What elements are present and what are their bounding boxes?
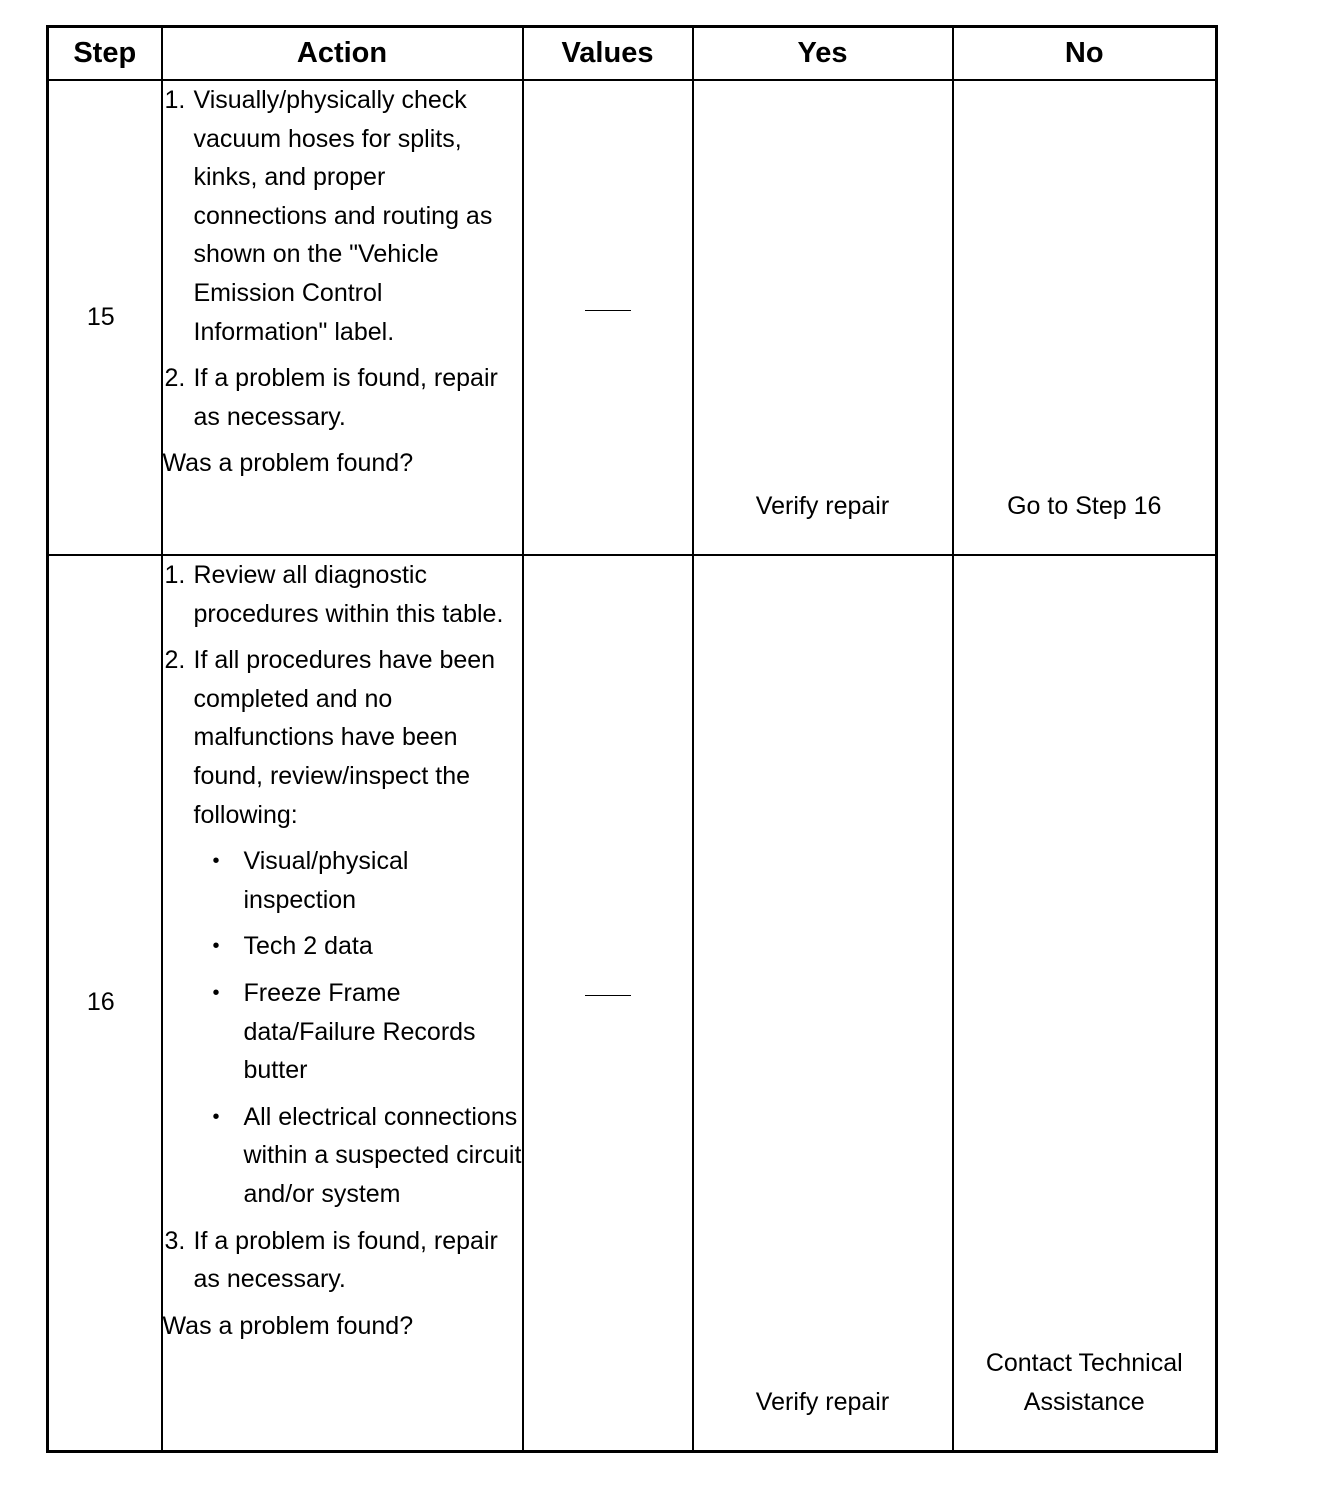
no-result: Go to Step 16 — [1007, 492, 1162, 521]
table-row — [48, 80, 1217, 555]
item-text: If a problem is found, repair as necessary. — [193, 364, 498, 431]
bullet-text: Freeze Frame data/Failure Records butter — [243, 978, 476, 1085]
no-result: Contact Technical Assistance — [985, 1349, 1183, 1416]
bullet-text: All electrical connections within a suspected circuit and/or system — [243, 1102, 522, 1208]
yes-cell — [693, 555, 953, 1451]
item-number: 2. — [164, 646, 186, 675]
header-row — [48, 27, 1217, 81]
item-number: 3. — [164, 1226, 186, 1255]
item-text: Visually/physically check vacuum hoses for splits, kinks, and proper connections and routing as shown on the "Vehicle Emission Control Information" label. — [193, 86, 493, 346]
item-number: 1. — [164, 86, 186, 114]
action-cell — [162, 555, 523, 1451]
item-text: If all procedures have been completed and no malfunctions have been found, review/inspect the following: — [193, 646, 496, 829]
bullet-dot: • — [212, 981, 220, 1004]
no-value-dash — [585, 310, 631, 311]
header-no: No — [953, 27, 1217, 81]
action-cell — [162, 80, 523, 555]
table-row — [48, 555, 1217, 1451]
bullet-item — [163, 1098, 522, 1214]
action-item — [163, 556, 522, 633]
header-action: Action — [162, 27, 523, 81]
values-cell — [523, 80, 693, 555]
item-text: Review all diagnostic procedures within this table. — [193, 561, 504, 628]
no-value-dash — [585, 995, 631, 996]
header-step: Step — [48, 27, 162, 81]
bullet-dot: • — [212, 1105, 220, 1128]
no-cell — [953, 555, 1217, 1451]
question-text: Was a problem found? — [162, 449, 414, 478]
step-number: 16 — [48, 555, 162, 1451]
action-item — [163, 81, 522, 351]
bullet-item — [163, 927, 522, 966]
action-item — [163, 359, 522, 436]
bullet-dot: • — [212, 850, 220, 873]
bullet-dot: • — [212, 935, 220, 958]
item-number: 1. — [164, 561, 186, 589]
item-number: 2. — [164, 364, 186, 393]
yes-result: Verify repair — [755, 1387, 890, 1416]
header-yes: Yes — [693, 27, 953, 81]
bullet-text: Visual/physical inspection — [243, 847, 409, 914]
no-cell — [953, 80, 1217, 555]
values-cell — [523, 555, 693, 1451]
yes-cell — [693, 80, 953, 555]
action-item — [163, 1222, 522, 1299]
action-item — [163, 641, 522, 834]
question-text: Was a problem found? — [162, 1311, 414, 1340]
item-text: If a problem is found, repair as necessary. — [193, 1226, 498, 1294]
bullet-item — [163, 974, 522, 1090]
bullet-item — [163, 842, 522, 919]
header-values: Values — [523, 27, 693, 81]
step-number: 15 — [48, 80, 162, 555]
yes-result: Verify repair — [755, 492, 890, 521]
bullet-text: Tech 2 data — [243, 932, 373, 961]
diagnostic-table — [46, 25, 1218, 1453]
